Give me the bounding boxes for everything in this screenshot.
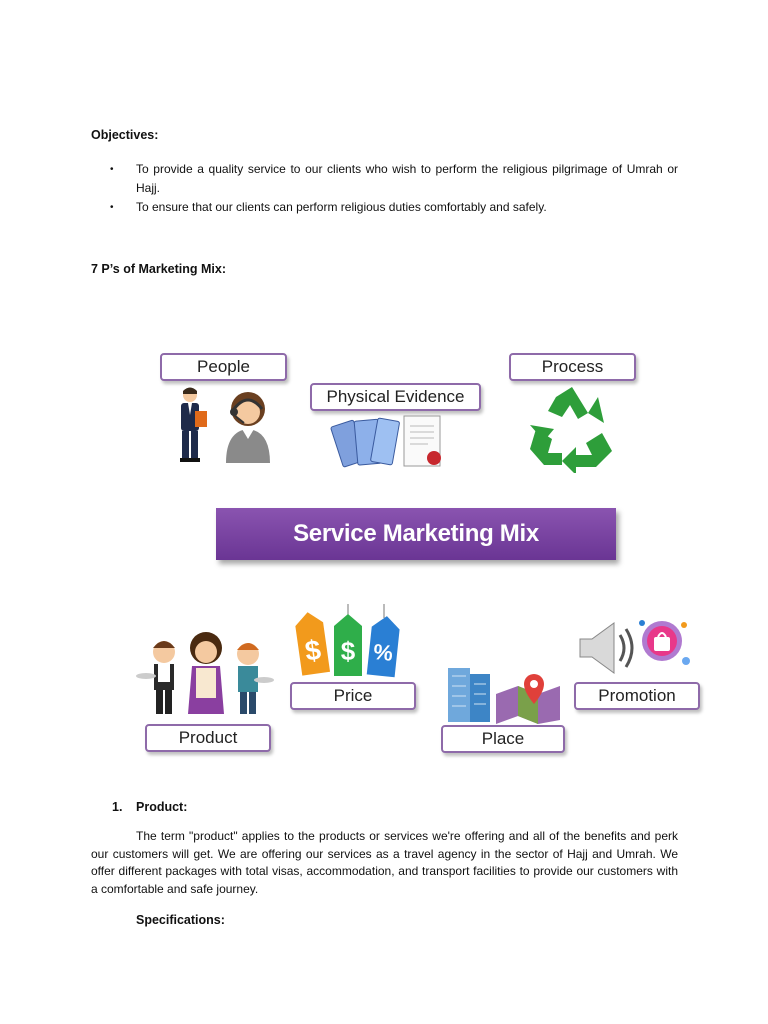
people-icon xyxy=(172,385,282,467)
section-title-text: Product: xyxy=(136,800,188,814)
section-number: 1. xyxy=(112,800,123,814)
list-item xyxy=(110,198,678,217)
people-label: People xyxy=(160,353,287,381)
objectives-heading: Objectives: xyxy=(91,128,159,142)
price-tags-icon xyxy=(294,604,406,680)
service-marketing-mix-banner: Service Marketing Mix xyxy=(216,508,616,560)
product-label: Product xyxy=(145,724,271,752)
recycle-icon xyxy=(526,383,618,473)
price-tag-dollar-orange: $ xyxy=(303,634,323,667)
bullet-icon: • xyxy=(110,202,114,213)
objectives-list xyxy=(110,160,678,217)
product-section-title xyxy=(112,800,187,814)
list-item xyxy=(110,160,678,198)
product-paragraph xyxy=(91,828,678,898)
bullet-icon: • xyxy=(110,164,114,175)
specifications-heading: Specifications: xyxy=(136,913,225,927)
marketing-mix-heading: 7 P’s of Marketing Mix: xyxy=(91,262,226,276)
objective-text: To ensure that our clients can perform religious duties comfortably and safely. xyxy=(136,200,547,214)
promotion-label: Promotion xyxy=(574,682,700,710)
promotion-megaphone-icon xyxy=(576,615,690,677)
place-label: Place xyxy=(441,725,565,753)
waiters-icon xyxy=(136,630,278,720)
process-label: Process xyxy=(509,353,636,381)
tickets-documents-icon xyxy=(330,412,455,472)
price-tag-dollar-green: $ xyxy=(340,636,356,666)
physical-evidence-label: Physical Evidence xyxy=(310,383,481,411)
product-paragraph-text: The term "product" applies to the products or services we're offering and all of the benefits and perk our customers will get. We are offering our services as a travel agency in the sector of Hajj and Umrah. We offer different packages with total visas, accommodation, and transport facilities to provide our customers with a comfortable and safe journey. xyxy=(91,829,678,896)
price-tag-percent-blue: % xyxy=(372,638,395,666)
price-label: Price xyxy=(290,682,416,710)
objective-text: To provide a quality service to our clients who wish to perform the religious pilgrimage of Umrah or Hajj. xyxy=(136,162,678,195)
place-map-icon xyxy=(444,660,562,724)
